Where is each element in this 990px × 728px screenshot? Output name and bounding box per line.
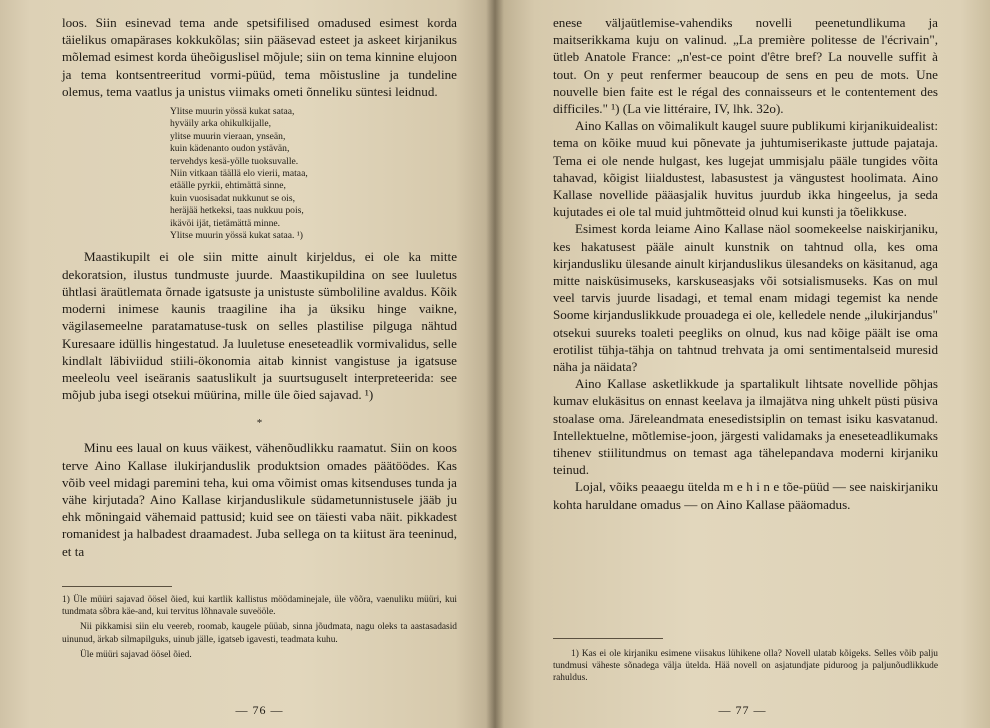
footnote: 1) Üle müüri sajavad öösel õied, kui kartlik kallistus möödaminejale, üle võõra, vaenuliku müüri, kui tundmata sõbra käe-and, kui tervitus lõhnavale suveööle.	[62, 595, 457, 618]
footnote-rule	[553, 638, 663, 639]
left-paragraph-3: Minu ees laual on kuus väikest, vähenõudlikku raamatut. Siin on koos terve Aino Kallase ilukirjanduslik produktsion omades päätöödes. Kas võib veel midagi paremini teha, kui oma võimist omas kitsenduses tunda ja vähe kirjutada? Aino Kallase kirjanduslikule südametunnistusele jääb ju ehk mõningaid vähemaid pattusid; kuid see on täiesti vaba näit. pikkadest romanidest ja halbadest draamadest. Juba sellega on ta kiitust ära teeninud, et ta	[62, 440, 457, 559]
poem-line: kuin kädenanto oudon ystävän,	[170, 143, 290, 155]
poem-line: heräjää hetkeksi, taas nukkuu pois,	[170, 205, 304, 217]
page-number-left: — 76 —	[235, 703, 284, 717]
poem-line: Ylitse muurin yössä kukat sataa,	[170, 106, 295, 118]
poem-line: Niin vitkaan täällä elo vierii, mataa,	[170, 168, 308, 180]
poem-line: Ylitse muurin yössä kukat sataa. ¹)	[170, 230, 303, 242]
poem-line: kuin vuosisadat nukkunut se ois,	[170, 192, 295, 204]
poem-line: hyväily arka ohikulkijalle,	[170, 118, 271, 130]
page-number-right: — 77 —	[718, 703, 767, 717]
poem-line: etäälle pyrkii, ehtimättä sinne,	[170, 180, 286, 192]
right-page	[495, 0, 990, 728]
left-paragraph-1: loos. Siin esinevad tema ande spetsifilised omadused esimest korda täielikus omapärases kokkukõlas; siin pääsevad esteet ja askeet kirjanikus mõlemad esimest korda üheõiguslisel mõjule; siin on tema kinnine elujoon ja tema kontsentreeritud vormi-püüd, tema mõistusline ja tundeline olemus, tema vaatlus ja unistus viimaks ometi õnneliku süntesi leidnud.	[62, 15, 457, 99]
footnote: Nii pikkamisi siin elu veereb, roomab, kaugele püüab, sinna jõudmata, nagu oleks ta aastasadasid uinunud, ärkab silmapilguks, uinub jälle, igatseb igavesti, teadmata kuhu.	[62, 622, 457, 645]
footnote: Üle müüri sajavad öösel õied.	[80, 649, 192, 660]
poem-line: ikävöi ijät, tietämättä minne.	[170, 217, 281, 229]
footnote: 1) Kas ei ole kirjaniku esimene viisakus lühikene olla? Novell ulatab kõigeks. Selles võib palju tundmusi väheste sõnadega välja ütelda. Hää novell on asjatundjate piduroog ja paljunõudlikkude rahuldus.	[553, 649, 938, 684]
footnote-rule	[62, 586, 172, 587]
right-paragraph-5: Lojal, võiks peaaegu ütelda m e h i n e tõe-püüd — see naiskirjaniku kohta haruldane omadus — on Aino Kallase pääomadus.	[553, 479, 938, 512]
poem-line: ylitse muurin vieraan, ynseän,	[170, 130, 286, 142]
quoted-poem	[170, 106, 457, 242]
right-paragraph-4: Aino Kallase asketlikkude ja spartalikult lihtsate novellide põhjas kumav elukäsitus on ennast keelava ja ilmajätva ning uhkelt püsti püsiva stoalase oma. Järeleandmata enesedistsiplin on temast isiku kasvatanud. Intellektuelne, mõtlemise-joon, järgesti validamaks ja eneseteadlikumaks tihenev stiilitundmus on temast aga tähelepandava moderni kirjaniku teinud.	[553, 376, 938, 478]
poem-line: tervehdys kesä-yölle tuoksuvalle.	[170, 155, 299, 167]
right-paragraph-1: enese väljaütlemise-vahendiks novelli peenetundlikuma ja maitserikkama kuju on valinud. „La première politesse de l'écrivain", ütleb Anatole France: „n'est-ce point d'être bref? La nouvelle suffit à tout. On y peut renfermer beaucoup de sens en peu de mots. Une nouvelle bien faite est le régal des connaisseurs et le contentement des difficiles." ¹) (La vie littéraire, IV, lhk. 32o).	[553, 15, 938, 117]
section-separator: *	[256, 417, 263, 430]
right-paragraph-2: Aino Kallas on võimalikult kaugel suure publikumi kirjanikuidealist: tema on kõike muud kui põnevate ja juhtumiserikaste juttude pajataja. Tema ei ole nende hulgast, kes lugejat ummisjalu pääle tungides võita tahavad, kõigist liialdustest, labasustest ja vängustest hoolimata. Aino Kallase novellide pääasjalik huvitus juurdub ikka hingeelus, ja seda kujutades ei ole tal muid juhtmõtteid olnud kui kunsti ja tõelikkuse.	[553, 118, 938, 220]
left-paragraph-2: Maastikupilt ei ole siin mitte ainult kirjeldus, ei ole ka mitte dekoratsion, ilustus tundmuste juurde. Maastikupildina on see luuletus ühtlasi äraütlemata õrnade igatsuste ja unistuste sümboliline avaldus. Kõik moderni inimese kaunis traagiline iha ja üksiku hinge vaikne, vägilasemeelne paratamatuse-tusk on selles plastilise pilguga nähtud Kuresaare idüllis hingestatud. Ja luuletuse eneseteadlik vormivalidus, selle kindlalt läbiviidud stiili-ökonomia aitab kinnist vangistuse ja igatsuse meeleolu veel iseäranis saatuslikult ja suurtsuguselt interpreteerida: see mõjub juba isegi otsekui müürina, mille üle õied sajavad. ¹)	[62, 249, 457, 403]
right-footnotes	[553, 648, 938, 688]
left-footnotes	[62, 594, 457, 664]
right-paragraph-3: Esimest korda leiame Aino Kallase näol soomekeelse naiskirjaniku, kes hakatusest pääle ainult kunstnik on tahtnud olla, kes oma kirjandusliku ülesande ainult kirjanduslikus ülesandeks on käsitanud, aga mitte naisküsimuseks, karskuseasjaks või sotsialismuseks. Kas on mul veel tarvis juurde lisadagi, et temal enam midagi tegemist ka nende Soome kirjanduslikkude prouadega ei ole, kelledele nende „ilukirjandus" otsekui suureks toaleti peegliks on olnud, kus nad kõige päält ise oma erotilist tühja-tähja on tahtnud trehvata ja omi sentimentalseid muresid näha ja näidata?	[553, 221, 938, 375]
